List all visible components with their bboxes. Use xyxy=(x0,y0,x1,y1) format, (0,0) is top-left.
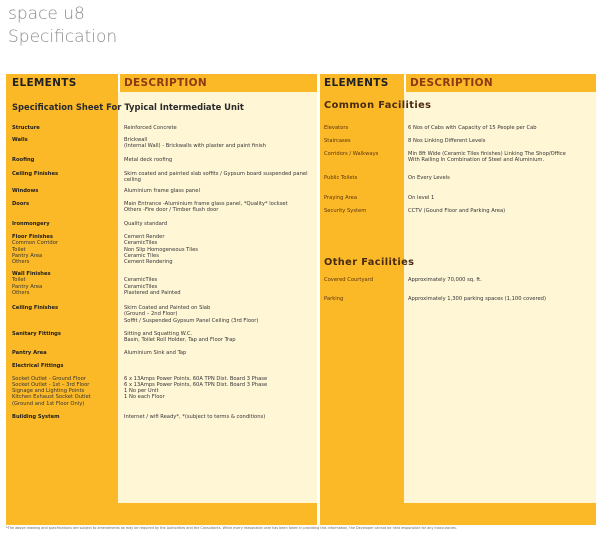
row-description: Approximately 1,300 parking spaces (1,100 covered) xyxy=(408,296,546,302)
disclaimer-footnote: *The above drawing and specifications are subject to amendments as may be required by the Authorities and the Consultants. While every reasonable care has been taken in providing this information, the Developer cannot be held responsible for any inaccuracies. xyxy=(6,526,457,530)
common-facilities-title: Common Facilities xyxy=(324,100,432,111)
unit-spec-panel xyxy=(6,74,317,525)
row-description: Skim coated and painted slab soffits / Gypsum board suspended panel ceiling xyxy=(124,171,308,184)
row-description: CeramicTiles CeramicTiles Plastered and Painted xyxy=(124,277,181,296)
brand-title: space u8 xyxy=(8,4,85,24)
row-description: Skim Coated and Painted on Slab (Ground – 2nd Floor) Soffit / Suspended Gypsum Panel Ceiling (3rd Floor) xyxy=(124,305,259,324)
row-description: Sitting and Squatting W.C. Basin, Toilet Roll Holder, Tap and Floor Trap xyxy=(124,331,236,344)
row-label: Ironmongery xyxy=(12,221,50,227)
row-label: Structure xyxy=(12,125,40,131)
row-description: On Every Levels xyxy=(408,175,450,181)
row-description: 8 Nos Linking Different Levels xyxy=(408,138,486,144)
description-header: DESCRIPTION xyxy=(118,74,317,92)
other-facilities-title: Other Facilities xyxy=(324,257,415,268)
row-description: Reinforced Concrete xyxy=(124,125,177,131)
row-label: Windows xyxy=(12,188,39,194)
row-sublabels: Toilet Pantry Area Others xyxy=(12,277,43,296)
elements-header: ELEMENTS xyxy=(324,77,389,89)
row-label: Floor Finishes xyxy=(12,234,53,240)
row-sublabels: Common Corridor Toilet Pantry Area Others xyxy=(12,240,59,266)
row-description: CCTV (Gound Floor and Parking Area) xyxy=(408,208,506,214)
row-label: Electrical Fittings xyxy=(12,363,64,369)
row-label: Pantry Area xyxy=(12,350,47,356)
row-label: Public Toilets xyxy=(324,175,358,181)
row-label: Sanitary Fittings xyxy=(12,331,61,337)
row-description: Metal deck roofing xyxy=(124,157,173,163)
row-label: Corridors / Walkways xyxy=(324,151,379,157)
row-description: Cement Render CeramicTiles Non Slip Homogeneous Tiles Ceramic Tiles Cement Rendering xyxy=(124,234,198,266)
description-column-bg xyxy=(118,92,317,503)
row-description: Aluminium Sink and Tap xyxy=(124,350,187,356)
elements-header: ELEMENTS xyxy=(12,77,77,89)
row-description: Main Entrance -Aluminium frame glass panel, *Quality* lockset Others -Fire door / Timber flush door xyxy=(124,201,288,214)
facilities-panel xyxy=(320,74,596,525)
row-label: Ceiling Finishes xyxy=(12,171,59,177)
row-description: Aluminium frame glass panel xyxy=(124,188,200,194)
row-description: 6 Nos of Cabs with Capacity of 15 People per Cab xyxy=(408,125,537,131)
row-description: 6 x 13Amps Power Points, 60A TPN Dist. Board 3 Phase 6 x 13Amps Power Points, 60A TPN Dist. Board 3 Phase 1 No per Unit 1 No each Floor xyxy=(124,375,268,401)
row-label: Building System xyxy=(12,414,60,420)
row-label: Staircases xyxy=(324,138,351,144)
row-description: Brickwall (Internal Wall) - Brickwalls with plaster and paint finish xyxy=(124,137,266,150)
row-description: Min 8ft Wide (Ceramic Tiles finishes) Linking The Shop/Office With Railing In Combination of Steel and Aluminium. xyxy=(408,151,566,164)
description-header: DESCRIPTION xyxy=(404,74,596,92)
row-label: Praying Area xyxy=(324,195,358,201)
row-description: Quality standard xyxy=(124,221,168,227)
page-title: Specification xyxy=(8,27,118,47)
row-label: Security System xyxy=(324,208,367,214)
row-label: Elevators xyxy=(324,125,349,131)
row-label: Roofing xyxy=(12,157,35,163)
footer-stripe xyxy=(6,503,317,525)
row-description: Internet / wifi Ready*, *(subject to terms & conditions) xyxy=(124,414,266,420)
row-description: On level 1 xyxy=(408,195,435,201)
row-description: Approximately 70,000 sq. ft. xyxy=(408,277,482,283)
row-label: Walls xyxy=(12,137,28,143)
row-sublabels: Socket Outlet - Ground Floor Socket Outlet - 1st – 3rd Floor Signage and Lighting Points Kitchen Exhaust Socket Outlet (Ground and 1st Floor Only) xyxy=(12,375,91,407)
row-label: Doors xyxy=(12,201,30,207)
row-label: Covered Courtyard xyxy=(324,277,374,283)
elements-column-bg xyxy=(6,92,118,503)
footer-stripe xyxy=(320,503,596,525)
row-label: Parking xyxy=(324,296,344,302)
row-label: Ceiling Finishes xyxy=(12,305,59,311)
unit-spec-section-title: Specification Sheet For Typical Intermediate Unit xyxy=(12,102,244,112)
row-label: Wall Finishes xyxy=(12,271,51,277)
